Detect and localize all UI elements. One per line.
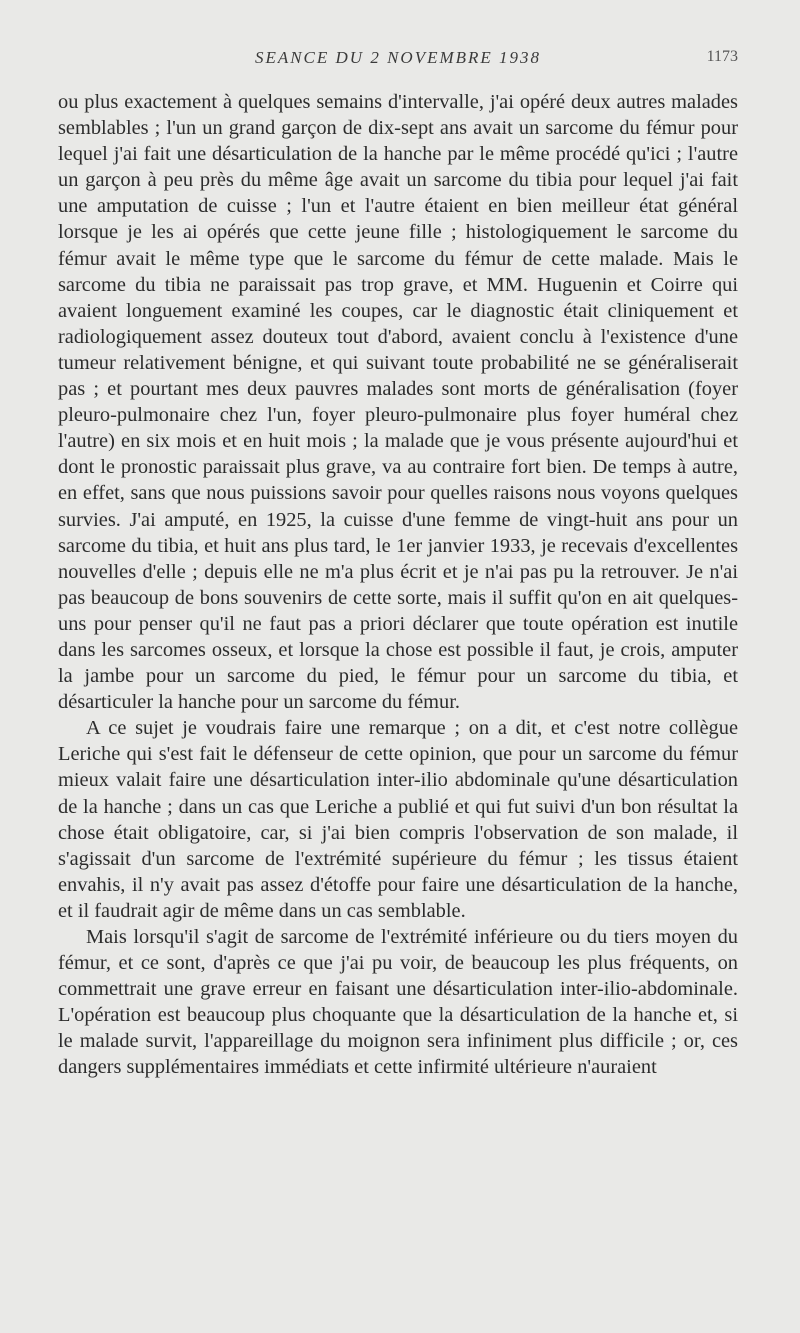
running-title: SEANCE DU 2 NOVEMBRE 1938	[254, 48, 542, 67]
paragraph-continued: ou plus exactement à quelques semains d'intervalle, j'ai opéré deux autres malades semblables ; l'un un grand garçon de dix-sept ans avait un sarcome du fémur pour lequel j'ai fait une désarticulation de la hanche par le même procédé qu'ici ; l'autre un garçon à peu près du même âge avait un sarcome du tibia pour lequel j'ai fait une amputation de cuisse ; l'un et l'autre étaient en bien meilleur état général lorsque je les ai opérés que cette jeune fille ; histologiquement le sarcome du fémur avait le même type que le sarcome du fémur de cette malade. Mais le sarcome du tibia ne paraissait pas trop grave, et MM. Huguenin et Coirre qui avaient longuement examiné les coupes, car le diagnostic était cliniquement et radiologiquement assez douteux tout d'abord, avaient conclu à l'existence d'une tumeur relativement bénigne, et qui suivant toute probabilité ne se généraliserait pas ; et pourtant mes deux pauvres malades sont morts de généralisation (foyer pleuro-pulmonaire chez l'un, foyer pleuro-pulmonaire plus foyer huméral chez l'autre) en six mois et en huit mois ; la malade que je vous présente aujourd'hui et dont le pronostic paraissait plus grave, va au contraire fort bien. De temps à autre, en effet, sans que nous puissions savoir pour quelles raisons nous voyons quelques survies. J'ai amputé, en 1925, la cuisse d'une femme de vingt-huit ans pour un sarcome du tibia, et huit ans plus tard, le 1er janvier 1933, je recevais d'excellentes nouvelles d'elle ; depuis elle ne m'a plus écrit et je n'ai pas pu la retrouver. Je n'ai pas beaucoup de bons souvenirs de cette sorte, mais il suffit qu'on en ait quelques-uns pour penser qu'il ne faut pas a priori déclarer que toute opération est inutile dans les sarcomes osseux, et lorsque la chose est possible il faut, je crois, amputer la jambe pour un sarcome du pied, le fémur pour un sarcome du tibia, et désarticuler la hanche pour un sarcome du fémur.	[58, 91, 738, 714]
paragraph-extremite-inferieure: Mais lorsqu'il s'agit de sarcome de l'extrémité inférieure ou du tiers moyen du fémur, et ce sont, d'après ce que j'ai pu voir, de beaucoup les plus fréquents, on commettrait une grave erreur en faisant une désarticulation inter-ilio-abdominale. L'opération est beaucoup plus choquante que la désarticulation de la hanche et, si le malade survit, l'appareillage du moignon sera infiniment plus difficile ; or, ces dangers supplémentaires immédiats et cette infirmité ultérieure n'auraient	[58, 926, 738, 1079]
running-head	[58, 48, 738, 72]
body-text	[58, 89, 738, 1081]
paragraph-remarque: A ce sujet je voudrais faire une remarque ; on a dit, et c'est notre collègue Leriche qui s'est fait le défenseur de cette opinion, que pour un sarcome du fémur mieux valait faire une désarticulation inter-ilio abdominale qu'une désarticulation de la hanche ; dans un cas que Leriche a publié et qui fut suivi d'un bon résultat la chose était obligatoire, car, si j'ai bien compris l'observation de son malade, il s'agissait d'un sarcome de l'extrémité supérieure du fémur ; les tissus étaient envahis, il n'y avait pas assez d'étoffe pour faire une désarticulation de la hanche, et il faudrait agir de même dans un cas semblable.	[58, 717, 738, 922]
page-number: 1173	[706, 48, 738, 65]
